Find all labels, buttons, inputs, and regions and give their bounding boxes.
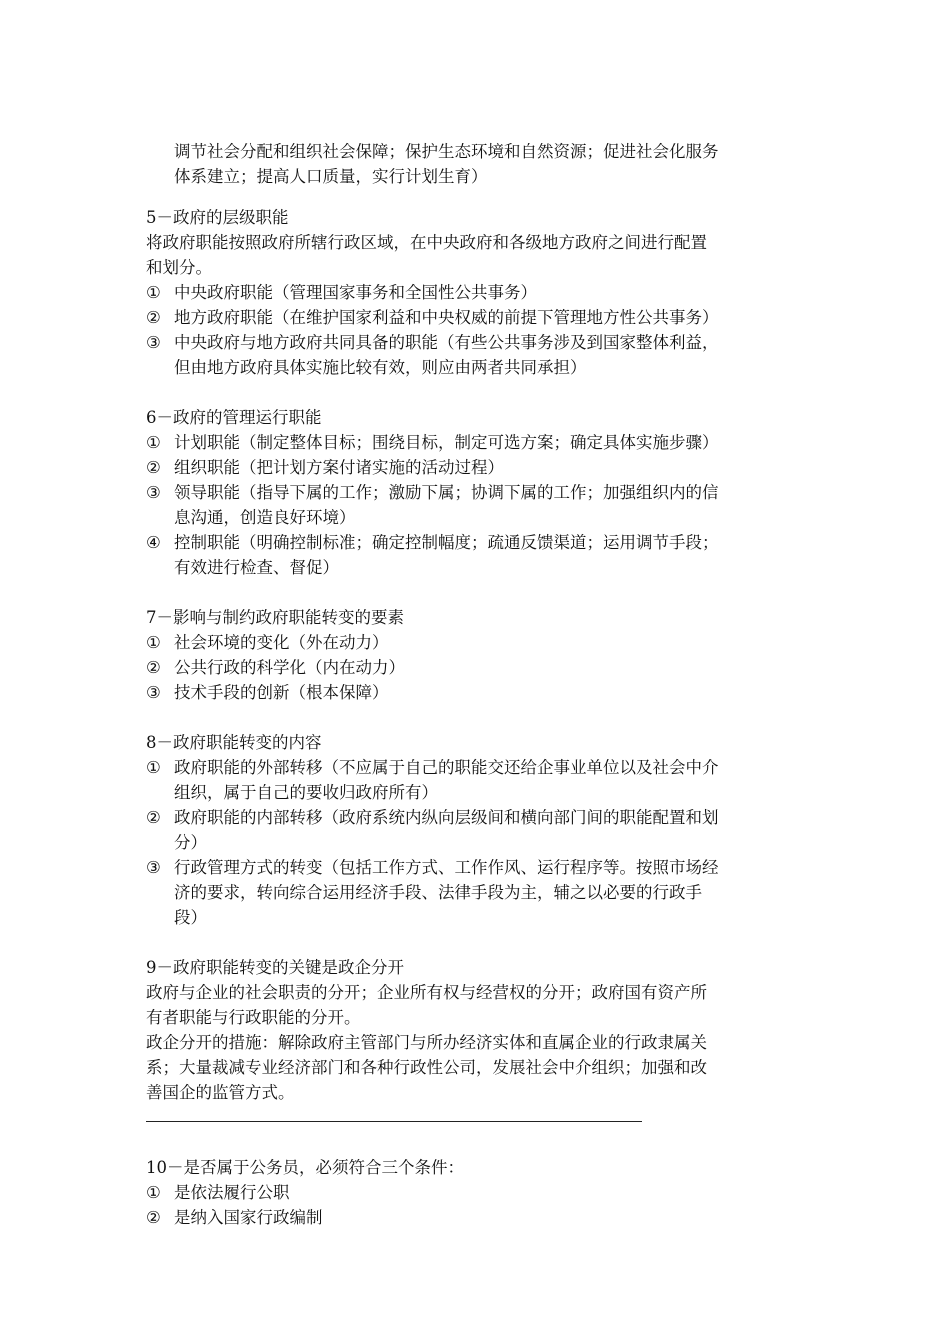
section-5-body: 将政府职能按照政府所辖行政区域，在中央政府和各级地方政府之间进行配置 和划分。 [146,233,707,277]
list-item: ① 政府职能的外部转移（不应属于自己的职能交还给企事业单位以及社会中介 组织，属于自己的要收归政府所有） [146,758,719,802]
spacer [146,380,818,405]
spacer [146,705,818,730]
section-5-heading: 5－政府的层级职能 [146,208,289,227]
section-8-heading: 8－政府职能转变的内容 [146,733,322,752]
list-item: ① 社会环境的变化（外在动力） [146,633,389,652]
spacer [146,580,818,605]
section-9-heading: 9－政府职能转变的关键是政企分开 [146,958,404,977]
section-10-heading: 10－是否属于公务员，必须符合三个条件： [146,1158,464,1177]
list-item: ① 是依法履行公职 [146,1183,290,1202]
list-item: ② 组织职能（把计划方案付诸实施的活动过程） [146,458,504,477]
spacer [146,930,818,955]
list-item: ② 地方政府职能（在维护国家利益和中央权威的前提下管理地方性公共事务） [146,308,719,327]
list-item: ② 公共行政的科学化（内在动力） [146,658,405,677]
list-item: ③ 技术手段的创新（根本保障） [146,683,389,702]
list-item: ① 计划职能（制定整体目标；围绕目标，制定可选方案；确定具体实施步骤） [146,433,719,452]
list-item: ④ 控制职能（明确控制标准；确定控制幅度；疏通反馈渠道；运用调节手段； 有效进行检查、督促） [146,533,719,577]
list-item: ① 中央政府职能（管理国家事务和全国性公共事务） [146,283,537,302]
list-item: ③ 行政管理方式的转变（包括工作方式、工作作风、运行程序等。按照市场经 济的要求，转向综合运用经济手段、法律手段为主，辅之以必要的行政手 段） [146,858,719,927]
horizontal-divider [146,1121,642,1122]
document-body [146,122,818,1230]
intro-continuation: 调节社会分配和组织社会保障；保护生态环境和自然资源；促进社会化服务 体系建立；提高人口质量，实行计划生育） [174,141,719,186]
list-item: ③ 领导职能（指导下属的工作；激励下属；协调下属的工作；加强组织内的信 息沟通，创造良好环境） [146,483,719,527]
section-9-paragraph-1: 政府与企业的社会职责的分开；企业所有权与经营权的分开；政府国有资产所 有者职能与行政职能的分开。 [146,983,707,1027]
list-item: ② 政府职能的内部转移（政府系统内纵向层级间和横向部门间的职能配置和划 分） [146,808,719,852]
section-7-heading: 7－影响与制约政府职能转变的要素 [146,608,404,627]
list-item: ③ 中央政府与地方政府共同具备的职能（有些公共事务涉及到国家整体利益， 但由地方政府具体实施比较有效，则应由两者共同承担） [146,333,719,377]
section-6-heading: 6－政府的管理运行职能 [146,408,322,427]
list-item: ② 是纳入国家行政编制 [146,1208,323,1227]
section-9-paragraph-2: 政企分开的措施：解除政府主管部门与所办经济实体和直属企业的行政隶属关 系；大量裁减专业经济部门和各种行政性公司，发展社会中介组织；加强和改 善国企的监管方式。 [146,1033,707,1102]
